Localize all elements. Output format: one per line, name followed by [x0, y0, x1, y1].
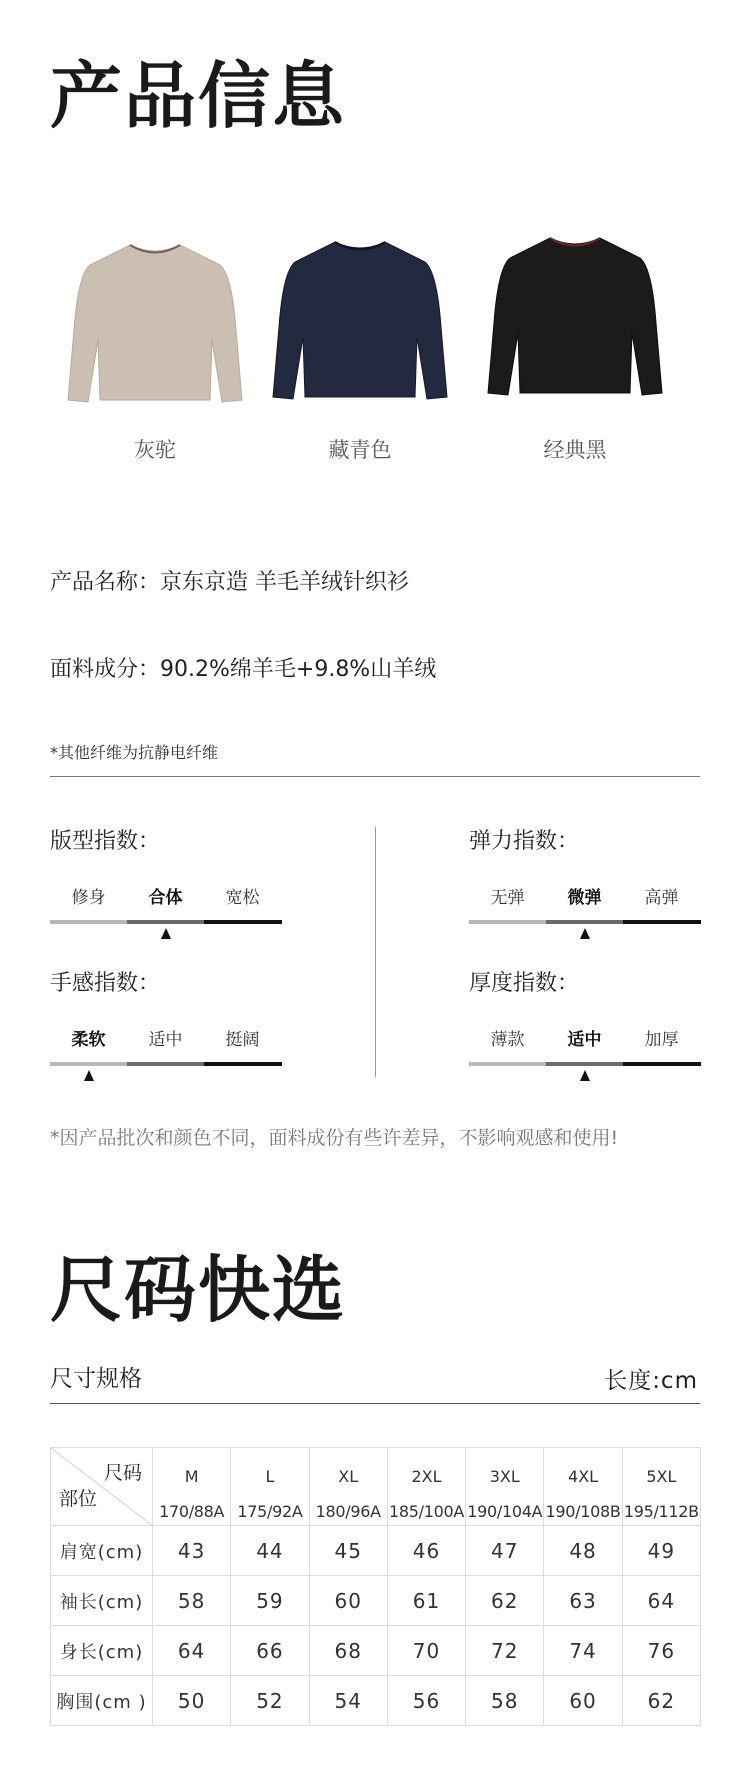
- table-row: [51, 1676, 701, 1726]
- table-cell: 64: [153, 1626, 231, 1676]
- index-option: 加厚: [644, 1030, 679, 1050]
- color-variant-black[interactable]: [470, 230, 680, 464]
- table-cell: 47: [466, 1526, 544, 1576]
- scale-segment: [623, 1062, 701, 1066]
- scale-segment: [127, 920, 204, 924]
- index-title: 弹力指数：: [469, 829, 580, 854]
- scale-segment: [469, 1062, 546, 1066]
- table-corner-cell: [51, 1448, 153, 1526]
- scale-marker-icon: [161, 928, 171, 939]
- size-label: 3XL: [489, 1466, 520, 1486]
- product-name: 产品名称：京东京造 羊毛羊绒针织衫: [50, 570, 409, 595]
- size-column-header[interactable]: [544, 1448, 622, 1526]
- size-label: 5XL: [646, 1466, 677, 1486]
- scale-segment: [50, 1062, 127, 1066]
- size-spec: 170/88A: [159, 1501, 225, 1521]
- index-title: 手感指数：: [50, 971, 161, 996]
- index-option: 适中: [148, 1030, 183, 1050]
- scale-segment: [204, 920, 282, 924]
- size-column-header[interactable]: [231, 1448, 309, 1526]
- size-column-header[interactable]: [466, 1448, 544, 1526]
- color-name: 灰驼: [134, 438, 176, 462]
- scale-segment: [546, 1062, 623, 1066]
- size-column-header[interactable]: [309, 1448, 387, 1526]
- table-cell: 72: [466, 1626, 544, 1676]
- index-option: 修身: [71, 888, 106, 908]
- table-cell: 58: [466, 1676, 544, 1726]
- index-option: 微弹: [567, 888, 602, 908]
- table-cell: 44: [231, 1526, 309, 1576]
- table-cell: 59: [231, 1576, 309, 1626]
- table-cell: 50: [153, 1676, 231, 1726]
- divider: [50, 776, 700, 777]
- corner-size-label: 尺码: [103, 1462, 142, 1484]
- size-label: L: [265, 1466, 275, 1486]
- scale-segment: [204, 1062, 282, 1066]
- size-spec-heading: 尺寸规格: [50, 1366, 142, 1392]
- table-row: [51, 1626, 701, 1676]
- disclaimer-note: *因产品批次和颜色不同，面料成份有些许差异，不影响观感和使用!: [50, 1127, 619, 1149]
- size-unit-label: 长度:cm: [604, 1368, 698, 1394]
- size-spec: 190/108B: [545, 1501, 621, 1521]
- size-label: 4XL: [568, 1466, 599, 1486]
- index-option: 合体: [148, 888, 183, 908]
- fiber-note: *其他纤维为抗静电纤维: [50, 743, 219, 762]
- row-label: 袖长(cm): [51, 1576, 153, 1626]
- product-info-title: 产品信息: [50, 54, 347, 138]
- table-cell: 66: [231, 1626, 309, 1676]
- index-option: 宽松: [225, 888, 260, 908]
- color-variant-camel[interactable]: [50, 230, 260, 464]
- table-cell: 74: [544, 1626, 622, 1676]
- scale-marker-icon: [580, 928, 590, 939]
- color-variants: [50, 230, 710, 510]
- size-column-header[interactable]: [153, 1448, 231, 1526]
- row-label: 胸围(cm ): [51, 1676, 153, 1726]
- table-cell: 52: [231, 1676, 309, 1726]
- table-cell: 56: [387, 1676, 465, 1726]
- table-cell: 45: [309, 1526, 387, 1576]
- scale-segment: [623, 920, 701, 924]
- index-option: 柔软: [71, 1030, 106, 1050]
- sweater-image-camel: [60, 230, 250, 420]
- scale-segment: [127, 1062, 204, 1066]
- table-cell: 62: [466, 1576, 544, 1626]
- index-option: 无弹: [490, 888, 525, 908]
- table-cell: 76: [622, 1626, 700, 1676]
- table-cell: 46: [387, 1526, 465, 1576]
- size-header-row: [51, 1448, 701, 1526]
- table-cell: 60: [544, 1676, 622, 1726]
- color-name: 经典黑: [543, 438, 607, 462]
- thickness-index: [469, 966, 701, 1083]
- index-title: 厚度指数：: [469, 971, 580, 996]
- size-table: [50, 1447, 701, 1726]
- table-cell: 58: [153, 1576, 231, 1626]
- index-option: 适中: [567, 1030, 602, 1050]
- size-spec: 195/112B: [623, 1501, 699, 1521]
- elasticity-index: [469, 824, 701, 941]
- table-cell: 70: [387, 1626, 465, 1676]
- table-cell: 68: [309, 1626, 387, 1676]
- table-cell: 60: [309, 1576, 387, 1626]
- size-select-title: 尺码快选: [50, 1248, 347, 1332]
- size-spec: 175/92A: [237, 1501, 303, 1521]
- index-option: 薄款: [490, 1030, 525, 1050]
- scale-marker-icon: [580, 1070, 590, 1081]
- row-label: 肩宽(cm): [51, 1526, 153, 1576]
- index-option: 挺阔: [225, 1030, 260, 1050]
- color-name: 藏青色: [328, 438, 392, 462]
- table-cell: 62: [622, 1676, 700, 1726]
- size-column-header[interactable]: [387, 1448, 465, 1526]
- table-cell: 63: [544, 1576, 622, 1626]
- index-title: 版型指数：: [50, 829, 161, 854]
- sweater-image-black: [480, 230, 670, 420]
- vertical-divider: [375, 827, 376, 1077]
- scale-marker-icon: [84, 1070, 94, 1081]
- table-cell: 54: [309, 1676, 387, 1726]
- size-label: 2XL: [411, 1466, 442, 1486]
- fit-index: [50, 824, 282, 941]
- color-variant-navy[interactable]: [255, 230, 465, 464]
- scale-segment: [50, 920, 127, 924]
- size-spec: 190/104A: [467, 1501, 543, 1521]
- table-cell: 48: [544, 1526, 622, 1576]
- table-cell: 43: [153, 1526, 231, 1576]
- table-row: [51, 1526, 701, 1576]
- corner-part-label: 部位: [59, 1488, 98, 1510]
- divider: [50, 1403, 700, 1404]
- scale-segment: [546, 920, 623, 924]
- table-cell: 49: [622, 1526, 700, 1576]
- table-cell: 64: [622, 1576, 700, 1626]
- size-column-header[interactable]: [622, 1448, 700, 1526]
- hand-feel-index: [50, 966, 282, 1083]
- row-label: 身长(cm): [51, 1626, 153, 1676]
- sweater-image-navy: [265, 230, 455, 420]
- size-label: M: [184, 1466, 199, 1486]
- size-spec: 185/100A: [388, 1501, 464, 1521]
- table-cell: 61: [387, 1576, 465, 1626]
- size-label: XL: [338, 1466, 359, 1486]
- fabric-composition: 面料成分：90.2%绵羊毛+9.8%山羊绒: [50, 657, 437, 682]
- index-option: 高弹: [644, 888, 679, 908]
- size-spec: 180/96A: [315, 1501, 381, 1521]
- scale-segment: [469, 920, 546, 924]
- table-row: [51, 1576, 701, 1626]
